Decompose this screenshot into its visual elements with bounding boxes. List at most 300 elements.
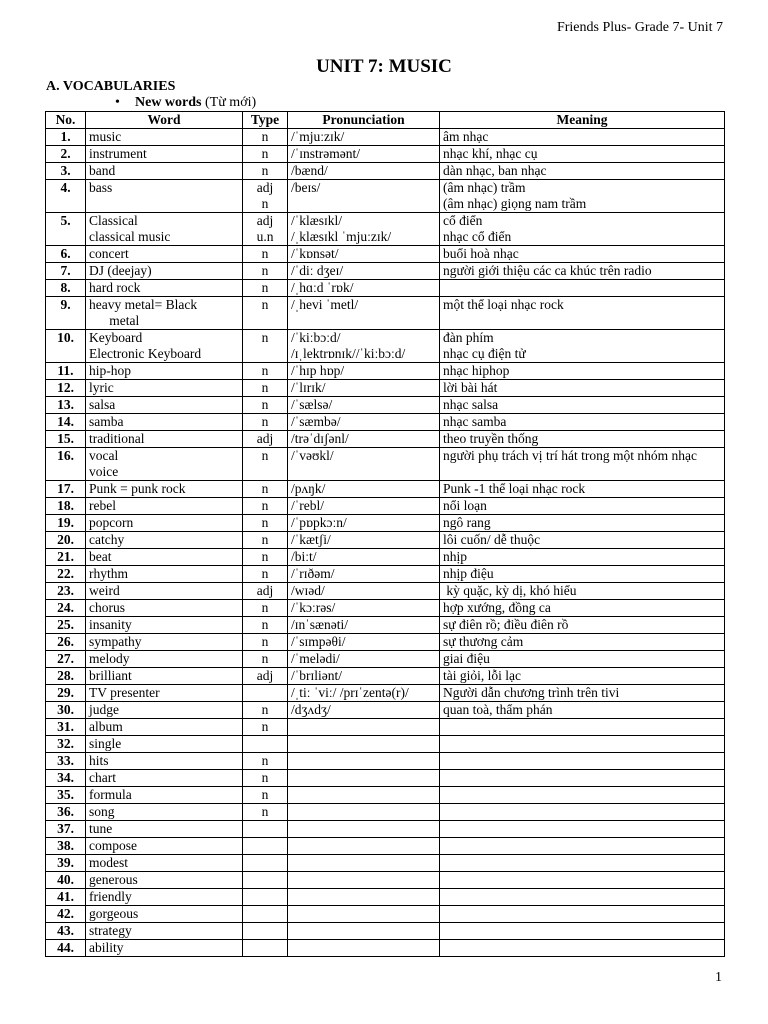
pronunciation-cell-line: /ˈbrɪliənt/ [291, 668, 342, 683]
meaning-cell-line: nổi loạn [443, 498, 487, 513]
number-cell: 40. [46, 872, 86, 889]
pronunciation-cell-line: /ˈlɪrɪk/ [291, 380, 326, 395]
word-cell-line: Electronic Keyboard [89, 346, 202, 361]
table-row [46, 163, 725, 180]
word-cell [86, 380, 243, 397]
header-meaning: Meaning [440, 112, 725, 129]
page-title: UNIT 7: MUSIC [316, 56, 452, 77]
type-cell [243, 940, 288, 957]
number-cell: 17. [46, 481, 86, 498]
pronunciation-cell [288, 923, 440, 940]
word-cell [86, 498, 243, 515]
word-cell-line: hard rock [89, 280, 141, 295]
type-cell [243, 566, 288, 583]
table-row [46, 736, 725, 753]
bullet-bold-label: New words [135, 95, 202, 110]
type-cell [243, 753, 288, 770]
meaning-cell-line: giai điệu [443, 651, 490, 666]
bullet-rest-label: (Từ mới) [201, 95, 257, 110]
table-row [46, 940, 725, 957]
meaning-cell [440, 481, 725, 498]
number-cell: 24. [46, 600, 86, 617]
type-cell-line: n [261, 515, 269, 530]
word-cell-line: weird [89, 583, 120, 598]
page-number: 1 [715, 970, 722, 985]
word-cell [86, 906, 243, 923]
word-cell [86, 838, 243, 855]
type-cell [243, 634, 288, 651]
number-cell: 2. [46, 146, 86, 163]
type-cell-line [246, 685, 284, 701]
number-cell: 37. [46, 821, 86, 838]
pronunciation-cell-line: /ˈsɪmpəθi/ [291, 634, 346, 649]
type-cell-line: n [261, 702, 269, 717]
meaning-cell-line: người phụ trách vị trí hát trong một nhóm nhạc [443, 448, 698, 463]
type-cell [243, 923, 288, 940]
type-cell [243, 481, 288, 498]
type-cell-line: n [261, 397, 269, 412]
word-cell [86, 668, 243, 685]
word-cell-line: brilliant [89, 668, 132, 683]
type-cell-line [246, 906, 284, 922]
meaning-cell [440, 163, 725, 180]
meaning-cell [440, 940, 725, 957]
word-cell [86, 702, 243, 719]
type-cell-line: n [261, 600, 269, 615]
type-cell-line: n [261, 448, 269, 463]
pronunciation-cell [288, 583, 440, 600]
type-cell-line: n [261, 297, 269, 312]
meaning-cell [440, 753, 725, 770]
word-cell-line: friendly [89, 889, 132, 904]
table-row [46, 838, 725, 855]
word-cell [86, 566, 243, 583]
type-cell [243, 431, 288, 448]
word-cell [86, 129, 243, 146]
meaning-cell-line: tài giỏi, lỗi lạc [443, 668, 521, 683]
pronunciation-cell-line [291, 719, 436, 735]
meaning-cell [440, 263, 725, 280]
pronunciation-cell [288, 246, 440, 263]
meaning-cell [440, 685, 725, 702]
header-word: Word [86, 112, 243, 129]
pronunciation-cell [288, 668, 440, 685]
pronunciation-cell [288, 397, 440, 414]
word-cell [86, 753, 243, 770]
pronunciation-cell-line [291, 770, 436, 786]
word-cell-line: DJ (deejay) [89, 263, 152, 278]
word-cell-line: instrument [89, 146, 147, 161]
type-cell-line: adj [256, 431, 274, 446]
number-cell: 21. [46, 549, 86, 566]
table-row [46, 923, 725, 940]
meaning-cell [440, 297, 725, 330]
table-row [46, 213, 725, 246]
word-cell [86, 146, 243, 163]
meaning-cell-line: nhạc cụ điện tử [443, 346, 526, 361]
pronunciation-cell [288, 448, 440, 481]
meaning-cell-line [443, 736, 721, 752]
type-cell-line: adj [256, 213, 274, 228]
word-cell-line: ability [89, 940, 124, 955]
table-row [46, 787, 725, 804]
pronunciation-cell-line [291, 736, 436, 752]
pronunciation-cell-line: /ˌhɑːd ˈrɒk/ [291, 280, 354, 295]
type-cell [243, 855, 288, 872]
word-cell [86, 431, 243, 448]
type-cell [243, 414, 288, 431]
number-cell: 14. [46, 414, 86, 431]
pronunciation-cell [288, 634, 440, 651]
table-row [46, 129, 725, 146]
pronunciation-cell [288, 414, 440, 431]
type-cell-line: adj [256, 180, 274, 195]
type-cell-line: n [261, 634, 269, 649]
meaning-cell-line: ngô rang [443, 515, 491, 530]
type-cell [243, 246, 288, 263]
number-cell: 38. [46, 838, 86, 855]
number-cell: 27. [46, 651, 86, 668]
word-cell [86, 719, 243, 736]
pronunciation-cell [288, 549, 440, 566]
number-cell: 36. [46, 804, 86, 821]
meaning-cell [440, 600, 725, 617]
pronunciation-cell [288, 685, 440, 702]
meaning-cell-line: cổ điển [443, 213, 483, 228]
bullet-new-words [115, 95, 256, 111]
type-cell [243, 889, 288, 906]
number-cell: 30. [46, 702, 86, 719]
pronunciation-cell-line: /ˈkɒnsət/ [291, 246, 339, 261]
type-cell-line: n [261, 280, 269, 295]
pronunciation-cell [288, 213, 440, 246]
meaning-cell-line [443, 889, 721, 905]
number-cell: 10. [46, 330, 86, 363]
type-cell-line: n [261, 617, 269, 632]
word-cell [86, 481, 243, 498]
word-cell [86, 515, 243, 532]
word-cell-line: metal [89, 313, 140, 328]
pronunciation-cell [288, 889, 440, 906]
type-cell-line: n [261, 549, 269, 564]
word-cell-line: insanity [89, 617, 132, 632]
word-cell-line: music [89, 129, 122, 144]
type-cell-line: n [261, 481, 269, 496]
number-cell: 5. [46, 213, 86, 246]
pronunciation-cell [288, 855, 440, 872]
pronunciation-cell [288, 787, 440, 804]
type-cell-line: n [261, 787, 269, 802]
type-cell [243, 448, 288, 481]
word-cell [86, 163, 243, 180]
pronunciation-cell [288, 380, 440, 397]
pronunciation-cell-line: /wɪəd/ [291, 583, 325, 598]
meaning-cell-line: kỳ quặc, kỳ dị, khó hiểu [443, 583, 577, 598]
number-cell: 13. [46, 397, 86, 414]
type-cell [243, 787, 288, 804]
table-row [46, 651, 725, 668]
table-row [46, 889, 725, 906]
word-cell-line: Punk = punk rock [89, 481, 186, 496]
number-cell: 18. [46, 498, 86, 515]
meaning-cell [440, 129, 725, 146]
number-cell: 29. [46, 685, 86, 702]
meaning-cell-line [443, 923, 721, 939]
meaning-cell-line: Punk -1 thể loại nhạc rock [443, 481, 586, 496]
word-cell [86, 532, 243, 549]
meaning-cell-line: âm nhạc [443, 129, 489, 144]
section-heading: A. VOCABULARIES [46, 79, 176, 94]
meaning-cell [440, 583, 725, 600]
meaning-cell-line: sự điên rồ; điều điên rồ [443, 617, 569, 632]
word-cell [86, 246, 243, 263]
pronunciation-cell [288, 906, 440, 923]
table-row [46, 566, 725, 583]
number-cell: 23. [46, 583, 86, 600]
pronunciation-cell [288, 600, 440, 617]
meaning-cell [440, 634, 725, 651]
word-cell-line: TV presenter [89, 685, 160, 700]
pronunciation-cell [288, 163, 440, 180]
number-cell: 22. [46, 566, 86, 583]
number-cell: 33. [46, 753, 86, 770]
number-cell: 31. [46, 719, 86, 736]
word-cell [86, 787, 243, 804]
type-cell-line: n [261, 246, 269, 261]
pronunciation-cell [288, 263, 440, 280]
pronunciation-cell-line: /ˌtiː ˈviː/ /prɪˈzentə(r)/ [291, 685, 409, 700]
table-row [46, 297, 725, 330]
type-cell [243, 213, 288, 246]
meaning-cell [440, 363, 725, 380]
type-cell-line: n [261, 532, 269, 547]
meaning-cell [440, 246, 725, 263]
type-cell-line: n [261, 651, 269, 666]
type-cell [243, 515, 288, 532]
number-cell: 32. [46, 736, 86, 753]
type-cell-line [246, 872, 284, 888]
table-row [46, 770, 725, 787]
meaning-cell-line [443, 770, 721, 786]
pronunciation-cell-line [291, 804, 436, 820]
meaning-cell-line [443, 753, 721, 769]
pronunciation-cell [288, 297, 440, 330]
word-cell [86, 263, 243, 280]
type-cell [243, 129, 288, 146]
meaning-cell [440, 787, 725, 804]
pronunciation-cell-line [291, 872, 436, 888]
table-row [46, 617, 725, 634]
word-cell [86, 770, 243, 787]
meaning-cell-line: Người dẫn chương trình trên tivi [443, 685, 620, 700]
meaning-cell [440, 566, 725, 583]
pronunciation-cell-line: /ˈhɪp hɒp/ [291, 363, 345, 378]
table-row [46, 515, 725, 532]
word-cell [86, 549, 243, 566]
type-cell [243, 617, 288, 634]
meaning-cell [440, 668, 725, 685]
word-cell-line: rhythm [89, 566, 128, 581]
word-cell-line: heavy metal= Black [89, 297, 198, 312]
word-cell [86, 448, 243, 481]
pronunciation-cell [288, 736, 440, 753]
word-cell [86, 804, 243, 821]
vocabulary-table [45, 111, 725, 957]
word-cell-line: formula [89, 787, 132, 802]
meaning-cell [440, 838, 725, 855]
word-cell [86, 821, 243, 838]
pronunciation-cell [288, 804, 440, 821]
meaning-cell-line: nhạc khí, nhạc cụ [443, 146, 538, 161]
type-cell [243, 263, 288, 280]
word-cell [86, 180, 243, 213]
meaning-cell [440, 414, 725, 431]
pronunciation-cell-line: /dʒʌdʒ/ [291, 702, 331, 717]
type-cell-line: n [261, 163, 269, 178]
pronunciation-cell-line: /ˈkætʃi/ [291, 532, 331, 547]
type-cell-line: n [261, 719, 269, 734]
meaning-cell-line: nhịp [443, 549, 468, 564]
table-row [46, 498, 725, 515]
pronunciation-cell [288, 515, 440, 532]
word-cell [86, 414, 243, 431]
meaning-cell [440, 821, 725, 838]
word-cell [86, 297, 243, 330]
running-header: Friends Plus- Grade 7- Unit 7 [556, 20, 723, 35]
type-cell-line: adj [256, 583, 274, 598]
pronunciation-cell-line: /ˈrɪðəm/ [291, 566, 335, 581]
pronunciation-cell-line [291, 889, 436, 905]
number-cell: 34. [46, 770, 86, 787]
table-row [46, 280, 725, 297]
word-cell [86, 213, 243, 246]
word-cell-line: judge [89, 702, 119, 717]
pronunciation-cell-line: /ˈklæsɪkl/ [291, 213, 343, 228]
table-row [46, 906, 725, 923]
table-row [46, 583, 725, 600]
table-row [46, 549, 725, 566]
meaning-cell [440, 498, 725, 515]
pronunciation-cell-line: /ˈpɒpkɔːn/ [291, 515, 347, 530]
type-cell-line [246, 838, 284, 854]
pronunciation-cell [288, 940, 440, 957]
type-cell-line: n [261, 770, 269, 785]
type-cell-line: n [261, 263, 269, 278]
word-cell [86, 330, 243, 363]
pronunciation-cell [288, 129, 440, 146]
meaning-cell-line: lôi cuốn/ dễ thuộc [443, 532, 541, 547]
type-cell-line: n [261, 380, 269, 395]
type-cell [243, 498, 288, 515]
number-cell: 20. [46, 532, 86, 549]
type-cell [243, 770, 288, 787]
pronunciation-cell-line: /ɪnˈsænəti/ [291, 617, 348, 632]
table-row [46, 685, 725, 702]
type-cell-line: u.n [256, 229, 274, 244]
word-cell [86, 940, 243, 957]
word-cell-line: classical music [89, 229, 171, 244]
table-row [46, 431, 725, 448]
meaning-cell-line: theo truyền thống [443, 431, 539, 446]
type-cell-line: n [261, 146, 269, 161]
word-cell [86, 889, 243, 906]
table-row [46, 855, 725, 872]
meaning-cell [440, 180, 725, 213]
meaning-cell [440, 736, 725, 753]
type-cell [243, 146, 288, 163]
word-cell-line: samba [89, 414, 124, 429]
word-cell-line: song [89, 804, 115, 819]
meaning-cell [440, 770, 725, 787]
type-cell [243, 651, 288, 668]
word-cell-line: beat [89, 549, 112, 564]
word-cell [86, 736, 243, 753]
meaning-cell [440, 889, 725, 906]
meaning-cell [440, 380, 725, 397]
pronunciation-cell-line [291, 821, 436, 837]
pronunciation-cell [288, 481, 440, 498]
word-cell-line: modest [89, 855, 128, 870]
meaning-cell [440, 532, 725, 549]
number-cell: 41. [46, 889, 86, 906]
word-cell-line: bass [89, 180, 113, 195]
type-cell [243, 702, 288, 719]
type-cell-line [246, 821, 284, 837]
number-cell: 43. [46, 923, 86, 940]
pronunciation-cell-line: /beɪs/ [291, 180, 321, 195]
word-cell [86, 923, 243, 940]
table-row [46, 804, 725, 821]
type-cell [243, 736, 288, 753]
pronunciation-cell-line: /biːt/ [291, 549, 317, 564]
meaning-cell [440, 397, 725, 414]
meaning-cell [440, 906, 725, 923]
pronunciation-cell [288, 617, 440, 634]
meaning-cell-line: một thể loại nhạc rock [443, 297, 564, 312]
number-cell: 9. [46, 297, 86, 330]
number-cell: 42. [46, 906, 86, 923]
pronunciation-cell [288, 770, 440, 787]
number-cell: 8. [46, 280, 86, 297]
meaning-cell-line [443, 855, 721, 871]
meaning-cell-line: nhịp điệu [443, 566, 494, 581]
number-cell: 1. [46, 129, 86, 146]
word-cell-line: Keyboard [89, 330, 143, 345]
type-cell [243, 804, 288, 821]
meaning-cell-line: sự thương cảm [443, 634, 524, 649]
word-cell-line: Classical [89, 213, 138, 228]
meaning-cell-line: quan toà, thẩm phán [443, 702, 553, 717]
meaning-cell-line [443, 872, 721, 888]
type-cell-line: n [261, 804, 269, 819]
type-cell-line: n [261, 498, 269, 513]
meaning-cell-line: buổi hoà nhạc [443, 246, 519, 261]
type-cell-line: n [261, 414, 269, 429]
type-cell-line: adj [256, 668, 274, 683]
type-cell [243, 380, 288, 397]
word-cell-line: album [89, 719, 123, 734]
pronunciation-cell [288, 702, 440, 719]
type-cell [243, 583, 288, 600]
meaning-cell-line: nhạc cổ điển [443, 229, 512, 244]
type-cell [243, 685, 288, 702]
number-cell: 28. [46, 668, 86, 685]
meaning-cell [440, 719, 725, 736]
pronunciation-cell-line: /ˈrebl/ [291, 498, 324, 513]
table-row [46, 719, 725, 736]
meaning-cell-line: hợp xướng, đồng ca [443, 600, 551, 615]
type-cell [243, 363, 288, 380]
